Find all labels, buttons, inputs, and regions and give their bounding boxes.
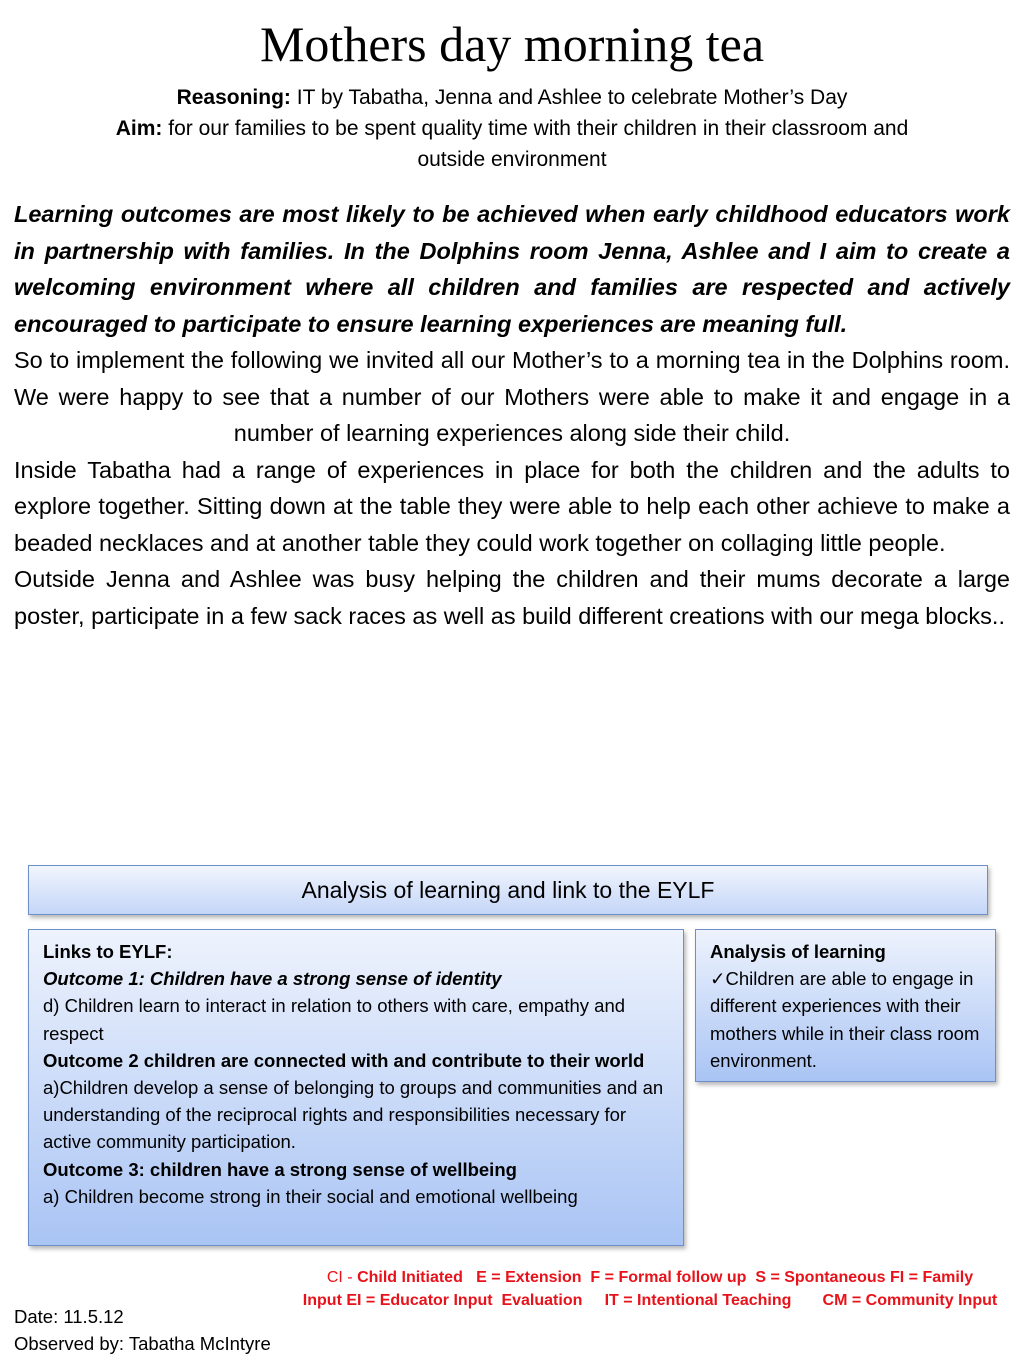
analysis-banner: Analysis of learning and link to the EYLF [28,865,988,915]
outcome-1-title: Outcome 1: Children have a strong sense of identity [43,968,502,990]
paragraph-inside: Inside Tabatha had a range of experiences in place for both the children and the adults to explore together. Sitting down at the table they were able to help each other achieve to make a beaded necklaces and at another table they could work together on collaging little people. [14,456,1010,556]
aim-label: Aim: [115,117,163,140]
paragraph-morning-tea: So to implement the following we invited all our Mother’s to a morning tea in the Dolphins room. We were happy to see that a number of our Mothers were able to make it and engage in a number of learning experiences along side their child. [14,347,1010,446]
legend-line-2: Input EI = Educator Input Evaluation IT = Intentional Teaching CM = Community Input [302,1292,998,1309]
check-icon: ✓ [710,968,726,990]
observer-name: Observed by: Tabatha McIntyre [14,1333,271,1354]
legend-prefix: CI - [326,1269,358,1286]
aim-line [20,113,1004,144]
observation-date: Date: 11.5.12 [14,1306,124,1327]
reasoning-line [20,82,1004,113]
paragraph-outside: Outside Jenna and Ashlee was busy helping the children and their mums decorate a large poster, participate in a few sack races as well as build different creations with our mega blocks.. [14,566,1010,629]
eylf-links-box [28,929,684,1246]
analysis-heading: Analysis of learning [710,941,886,962]
reasoning-label: Reasoning: [176,86,291,109]
code-legend [278,1266,1022,1312]
analysis-text: Children are able to engage in different experiences with their mothers while in their class room environment. [710,968,980,1071]
outcome-3-title: Outcome 3: children have a strong sense of wellbeing [43,1158,517,1180]
observation-body [14,196,1010,634]
lead-paragraph: Learning outcomes are most likely to be achieved when early childhood educators work in partnership with families. In the Dolphins room Jenna, Ashlee and I aim to create a welcoming environment where all children and families are respected and actively encouraged to participate to ensure learning experiences are meaning full. [14,201,1010,337]
reasoning-text: IT by Tabatha, Jenna and Ashlee to celebrate Mother’s Day [290,86,848,109]
outcome-1-detail: d) Children learn to interact in relation to others with care, empathy and respect [43,995,626,1044]
analysis-box [695,929,996,1082]
aim-line-2: outside environment [417,148,607,171]
outcome-2-title: Outcome 2 children are connected with and contribute to their world [43,1049,645,1071]
eylf-heading: Links to EYLF: [43,941,173,962]
page-title: Mothers day morning tea [259,16,765,72]
outcome-2-detail: a)Children develop a sense of belonging to groups and communities and an understanding of the reciprocal rights and responsibilities necessary for active community participation. [43,1077,664,1153]
outcome-3-detail: a) Children become strong in their social and emotional wellbeing [43,1185,578,1207]
aim-text: for our families to be spent quality time with their children in their classroom and [162,117,909,140]
legend-line-1: Child Initiated E = Extension F = Formal follow up S = Spontaneous FI = Family [357,1269,974,1286]
analysis-item [710,965,981,1074]
